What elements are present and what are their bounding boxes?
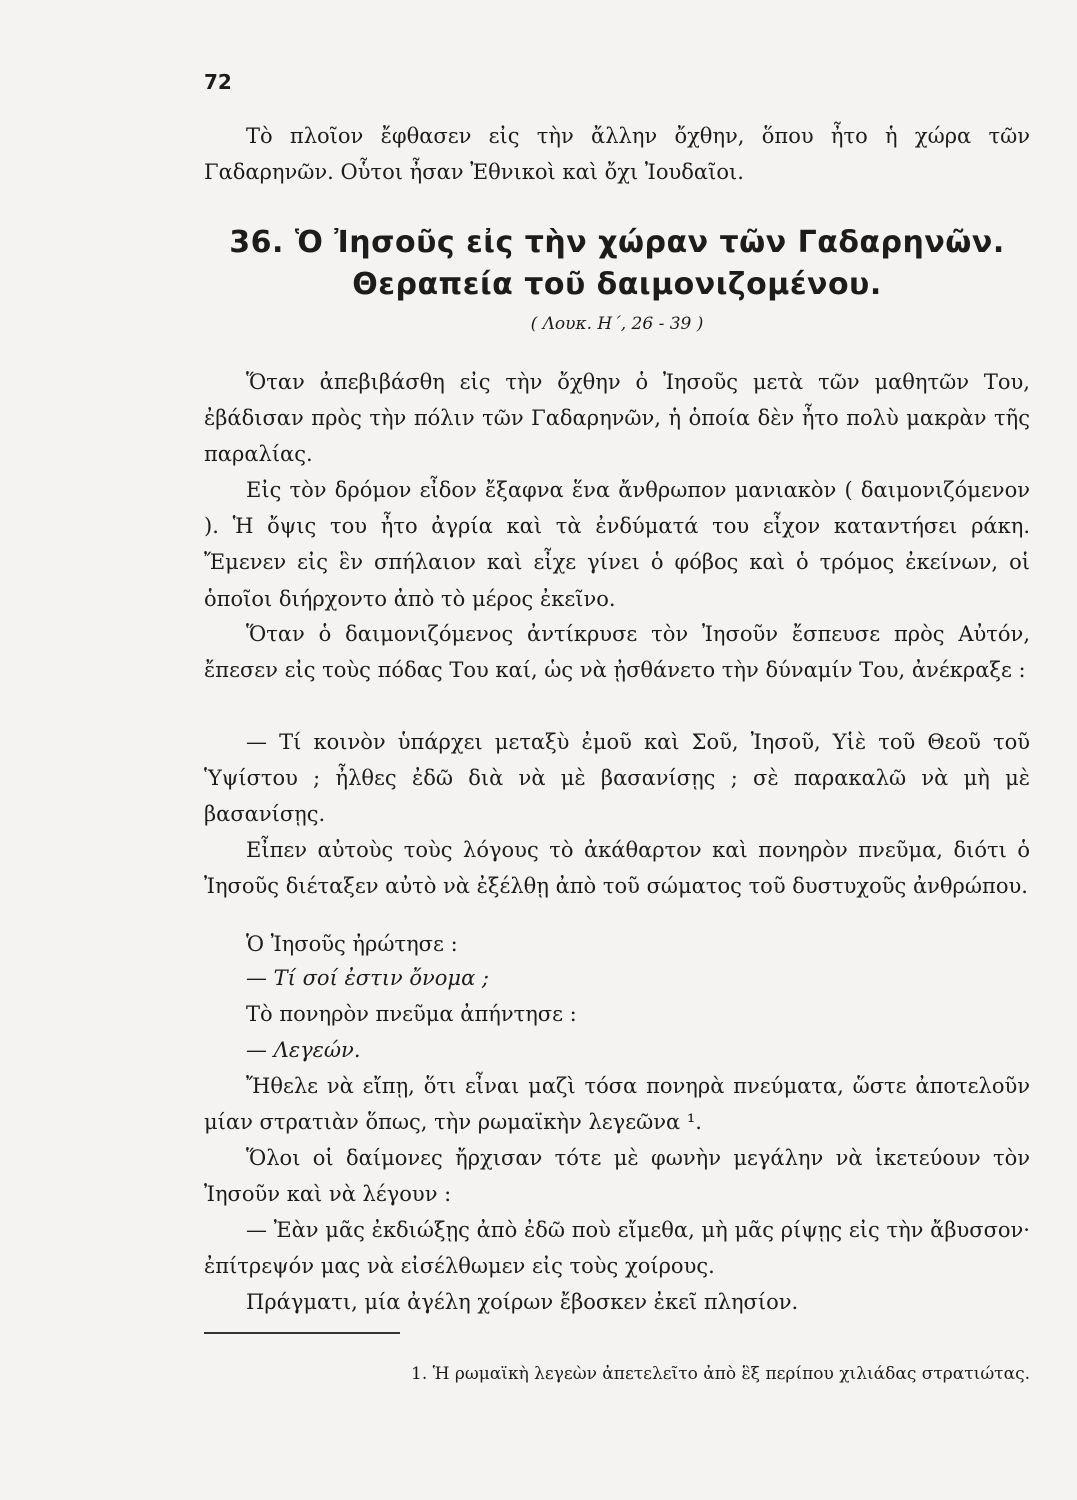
paragraph-3: Ὅταν ὁ δαιμονιζόμενος ἀντίκρυσε τὸν Ἰησοῦν ἔσπευσε πρὸς Αὐτόν, ἔπεσεν εἰς τοὺς πόδας Του καί, ὡς νὰ ᾐσθάνετο τὴν δύναμίν Του, ἀνέκραξε : [204,622,1030,683]
footnote: 1. Ἡ ρωμαϊκὴ λεγεὼν ἀπετελεῖτο ἀπὸ ἓξ περίπου χιλιάδας στρατιώτας. [411,1364,1030,1384]
paragraph-12: — Ἐὰν μᾶς ἐκδιώξῃς ἀπὸ ἐδῶ ποὺ εἴμεθα, μὴ μᾶς ρίψῃς εἰς τὴν ἄβυσσον· ἐπίτρεψόν μας νὰ εἰσέλθωμεν εἰς τοὺς χοίρους. [204,1218,1030,1279]
paragraph-1: Ὅταν ἀπεβιβάσθη εἰς τὴν ὄχθην ὁ Ἰησοῦς μετὰ τῶν μαθητῶν Του, ἐβάδισαν πρὸς τὴν πόλιν τῶν Γαδαρηνῶν, ἡ ὁποία δὲν ἦτο πολὺ μακρὰν τῆς παραλίας. [204,370,1030,467]
paragraph-4: — Τί κοινὸν ὑπάρχει μεταξὺ ἐμοῦ καὶ Σοῦ, Ἰησοῦ, Υἱὲ τοῦ Θεοῦ τοῦ Ὑψίστου ; ἦλθες ἐδῶ διὰ νὰ μὲ βασανίσῃς ; σὲ παρακαλῶ νὰ μὴ μὲ βασανίσῃς. [204,730,1030,827]
page-number: 72 [204,70,232,94]
paragraph-7: — Τί σοί ἐστιν ὄνομα ; [246,966,490,990]
chapter-title: 36. Ὁ Ἰησοῦς εἰς τὴν χώραν τῶν Γαδαρηνῶν. [229,225,1005,260]
paragraph-2: Εἰς τὸν δρόμον εἶδον ἔξαφνα ἕνα ἄνθρωπον μανιακὸν ( δαιμονιζόμενον ). Ἡ ὄψις του ἦτο ἀγρία καὶ τὰ ἐνδύματά του εἶχον καταντήσει ράκη. Ἔμενεν εἰς ἓν σπήλαιον καὶ εἶχε γίνει ὁ φόβος καὶ ὁ τρόμος ἐκείνων, οἱ ὁποῖοι διήρχοντο ἀπὸ τὸ μέρος ἐκεῖνο. [204,478,1030,611]
paragraph-8: Τὸ πονηρὸν πνεῦμα ἀπήντησε : [246,1002,577,1026]
paragraph-9: — Λεγεών. [246,1038,361,1062]
paragraph-10: Ἤθελε νὰ εἴπῃ, ὅτι εἶναι μαζὶ τόσα πονηρὰ πνεύματα, ὥστε ἀποτελοῦν μίαν στρατιὰν ὅπως, τὴν ρωμαϊκὴν λεγεῶνα ¹. [204,1074,1030,1135]
paragraph-13: Πράγματι, μία ἀγέλη χοίρων ἔβοσκεν ἐκεῖ πλησίον. [246,1290,799,1314]
paragraph-11: Ὅλοι οἱ δαίμονες ἤρχισαν τότε μὲ φωνὴν μεγάλην νὰ ἱκετεύουν τὸν Ἰησοῦν καὶ νὰ λέγουν : [204,1146,1030,1207]
footnote-rule [204,1332,400,1334]
paragraph-5: Εἶπεν αὐτοὺς τοὺς λόγους τὸ ἀκάθαρτον καὶ πονηρὸν πνεῦμα, διότι ὁ Ἰησοῦς διέταξεν αὐτὸ νὰ ἐξέλθῃ ἀπὸ τοῦ σώματος τοῦ δυστυχοῦς ἀνθρώπου. [204,838,1030,899]
chapter-subtitle: Θεραπεία τοῦ δαιμονιζομένου. [352,267,882,302]
paragraph-6: Ὁ Ἰησοῦς ἠρώτησε : [246,932,458,956]
scripture-reference: ( Λουκ. Η΄, 26 - 39 ) [530,314,704,334]
intro-paragraph: Τὸ πλοῖον ἔφθασεν εἰς τὴν ἄλλην ὄχθην, ὅπου ἦτο ἡ χώρα τῶν Γαδαρηνῶν. Οὗτοι ἦσαν Ἐθνικοὶ καὶ ὄχι Ἰουδαῖοι. [204,124,1030,185]
